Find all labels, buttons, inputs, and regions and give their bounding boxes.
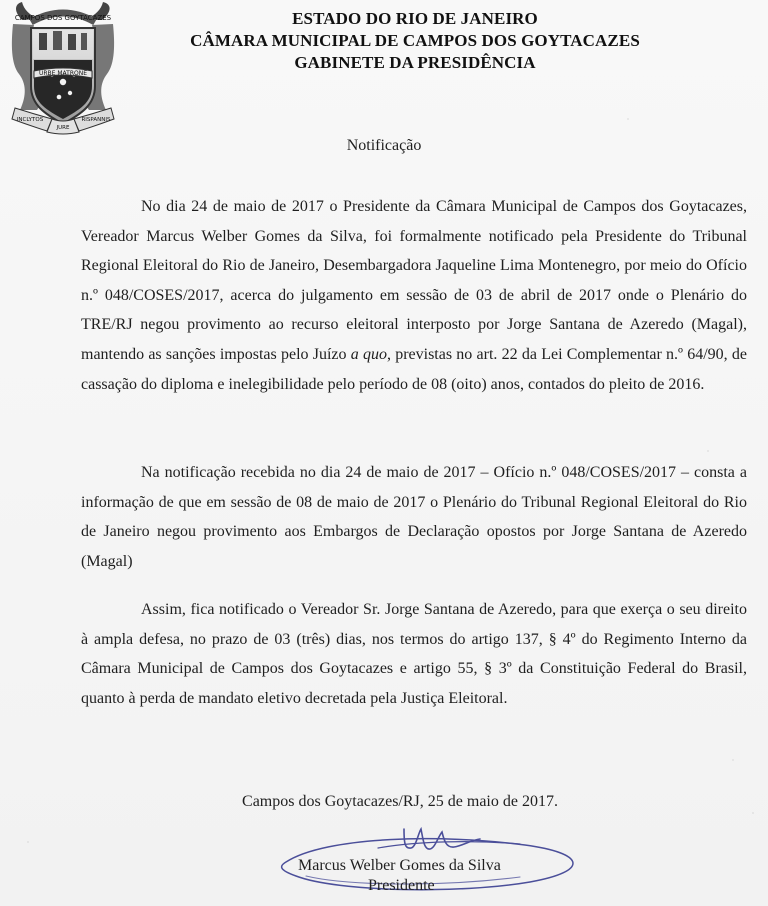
crest-top-motto: CAMPOS DOS GOYTACAZES — [14, 14, 112, 22]
header-office: GABINETE DA PRESIDÊNCIA — [294, 53, 536, 72]
crest-ribbon-bottom-left: INCLYTOS — [16, 117, 44, 123]
notification-paragraph-3: Assim, fica notificado o Vereador Sr. Jorge Santana de Azeredo, para que exerça o seu direito à ampla defesa, no prazo de 03 (três) dias, nos termos do artigo 137, § 4º do Regimento Interno da Câmara Municipal de Campos dos Goytacazes e artigo 55, § 3º da Constituição Federal do Brasil, quanto à perda de mandato eletivo decretada pela Justiça Eleitoral. — [81, 601, 747, 707]
document-title: Notificação — [346, 137, 422, 154]
header-chamber: CÂMARA MUNICIPAL DE CAMPOS DOS GOYTACAZES — [190, 31, 640, 50]
signer-name: Marcus Welber Gomes da Silva — [298, 857, 501, 874]
notification-paragraph-2: Na notificação recebida no dia 24 de maio de 2017 – Ofício n.º 048/COSES/2017 – consta a informação de que em sessão de 08 de maio de 2017 o Plenário do Tribunal Regional Eleitoral do Rio de Janeiro negou provimento aos Embargos de Declaração opostos por Jorge Santana de Azeredo (Magal) — [81, 464, 747, 570]
paragraph-1-text-after-italic: , previstas no art. 22 da Lei Complementar n.º 64/90, de cassação do diploma e inelegibilidade pelo período de 08 (oito) anos, contados do pleito de 2016. — [81, 345, 748, 393]
paragraph-1-italic-term: a quo — [350, 345, 387, 363]
notification-paragraph-1 — [81, 192, 747, 399]
paragraph-1-text-before-italic: No dia 24 de maio de 2017 o Presidente da Câmara Municipal de Campos dos Goytacazes, Vereador Marcus Welber Gomes da Silva, foi formalmente notificado pela Presidente do Tribunal Regional Eleitoral do Rio de Janeiro, Desembargadora Jaqueline Lima Montenegro, por meio do Ofício n.º 048/COSES/2017, acerca do julgamento em sessão de 03 de abril de 2017 onde o Plenário do TRE/RJ negou provimento ao recurso eleitoral interposto por Jorge Santana de Azeredo (Magal), mantendo as sanções impostas pelo Juízo — [81, 198, 747, 363]
header-state: ESTADO DO RIO DE JANEIRO — [292, 9, 538, 28]
municipal-crest-logo — [4, 2, 122, 138]
place-and-date: Campos dos Goytacazes/RJ, 25 de maio de 2017. — [242, 793, 558, 810]
crest-ribbon-bottom-right: RISPANNIS — [81, 117, 111, 123]
signer-role: Presidente — [368, 877, 435, 894]
document-header — [155, 8, 675, 74]
crest-ribbon-left: URBE MATRONE — [38, 70, 88, 77]
crest-ribbon-bottom-center: JURE — [56, 125, 70, 131]
signature-block — [268, 826, 628, 904]
